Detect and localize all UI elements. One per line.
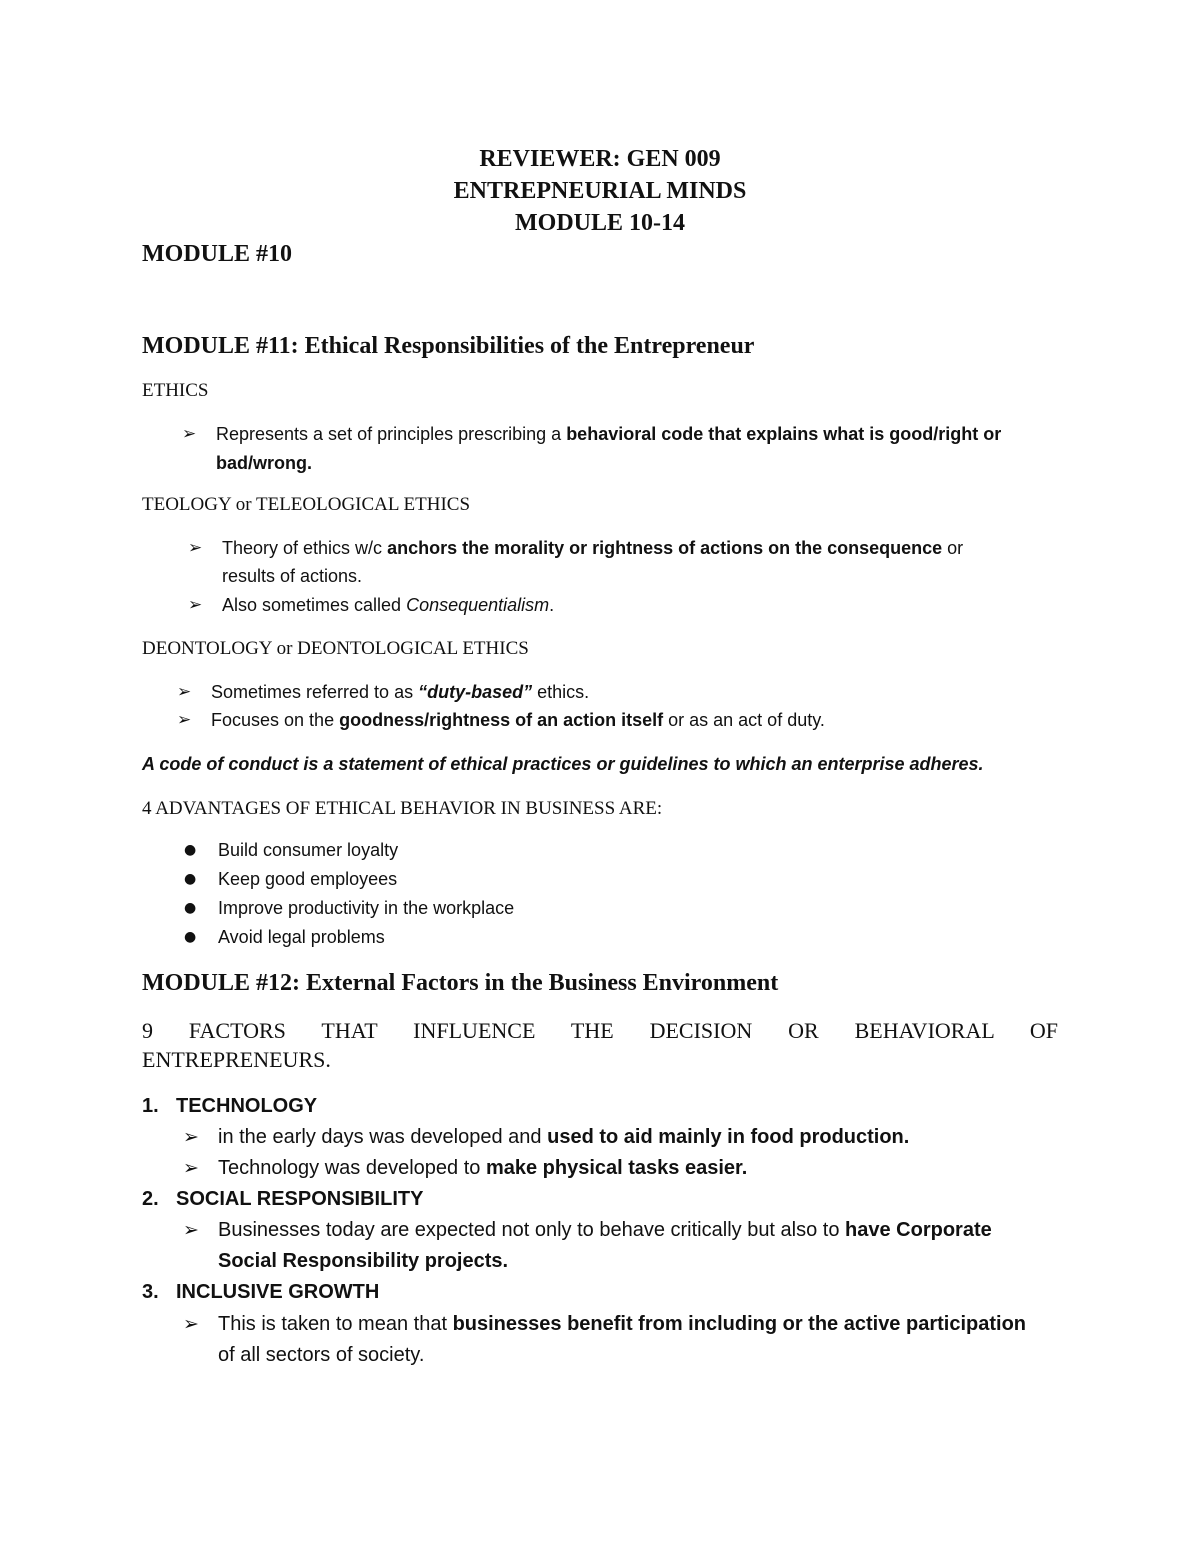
advantage-item: Improve productivity in the workplace	[218, 898, 515, 918]
doc-title-line-3: MODULE 10-14	[515, 210, 685, 236]
arrow-bullet-icon: ➢	[183, 1157, 199, 1179]
social-responsibility-bullet-line-1: Businesses today are expected not only to behave critically but also to have Corporate	[218, 1219, 992, 1241]
advantage-item: Build consumer loyalty	[218, 840, 399, 860]
advantages-label: 4 ADVANTAGES OF ETHICAL BEHAVIOR IN BUSINESS ARE:	[142, 798, 663, 819]
doc-title-line-1: REVIEWER: GEN 009	[479, 146, 721, 172]
arrow-bullet-icon: ➢	[182, 424, 197, 444]
arrow-bullet-icon: ➢	[183, 1126, 199, 1148]
bullet-dot-icon: ●	[184, 900, 197, 916]
deontology-label: DEONTOLOGY or DEONTOLOGICAL ETHICS	[142, 638, 529, 659]
social-responsibility-bullet-line-2: Social Responsibility projects.	[218, 1250, 509, 1272]
advantage-item: Avoid legal problems	[218, 927, 385, 947]
factor-number: 2.	[142, 1188, 159, 1210]
factors-intro-line-2: ENTREPRENEURS.	[142, 1047, 331, 1072]
factor-title: INCLUSIVE GROWTH	[176, 1281, 380, 1303]
deontology-bullet-1: Sometimes referred to as “duty-based” ethics.	[211, 682, 590, 702]
arrow-bullet-icon: ➢	[177, 710, 192, 730]
factor-title: TECHNOLOGY	[176, 1095, 318, 1117]
teology-bullet-1-line-1: Theory of ethics w/c anchors the morality or rightness of actions on the consequence or	[222, 538, 964, 558]
doc-title-line-2: ENTREPNEURIAL MINDS	[453, 178, 747, 204]
teology-bullet-1-line-2: results of actions.	[222, 566, 363, 586]
bullet-dot-icon: ●	[184, 929, 197, 945]
arrow-bullet-icon: ➢	[188, 595, 203, 615]
inclusive-growth-bullet-line-1: This is taken to mean that businesses benefit from including or the active participation	[218, 1313, 1026, 1335]
factor-title: SOCIAL RESPONSIBILITY	[176, 1188, 424, 1210]
code-of-conduct-note: A code of conduct is a statement of ethical practices or guidelines to which an enterprise adheres.	[142, 754, 984, 774]
module-12-heading: MODULE #12: External Factors in the Business Environment	[142, 970, 779, 996]
technology-bullet-2: Technology was developed to make physical tasks easier.	[218, 1157, 748, 1179]
teology-bullet-2: Also sometimes called Consequentialism.	[222, 595, 555, 615]
inclusive-growth-bullet-line-2: of all sectors of society.	[218, 1344, 425, 1366]
ethics-definition-line-1: Represents a set of principles prescribing a behavioral code that explains what is good/right or	[216, 424, 1002, 444]
ethics-label: ETHICS	[142, 380, 209, 401]
technology-bullet-1: in the early days was developed and used to aid mainly in food production.	[218, 1126, 910, 1148]
factors-intro-line-1: 9 FACTORS THAT INFLUENCE THE DECISION OR BEHAVIORAL OF	[142, 1018, 1058, 1043]
arrow-bullet-icon: ➢	[183, 1313, 199, 1335]
deontology-bullet-2: Focuses on the goodness/rightness of an action itself or as an act of duty.	[211, 710, 825, 730]
arrow-bullet-icon: ➢	[177, 682, 192, 702]
ethics-definition-line-2: bad/wrong.	[216, 453, 312, 473]
bullet-dot-icon: ●	[184, 871, 197, 887]
module-10-heading: MODULE #10	[142, 241, 292, 267]
module-11-heading: MODULE #11: Ethical Responsibilities of the Entrepreneur	[142, 333, 755, 359]
factor-number: 3.	[142, 1281, 159, 1303]
arrow-bullet-icon: ➢	[183, 1219, 199, 1241]
arrow-bullet-icon: ➢	[188, 538, 203, 558]
factor-number: 1.	[142, 1095, 159, 1117]
teology-label: TEOLOGY or TELEOLOGICAL ETHICS	[142, 494, 471, 515]
bullet-dot-icon: ●	[184, 842, 197, 858]
advantage-item: Keep good employees	[218, 869, 398, 889]
